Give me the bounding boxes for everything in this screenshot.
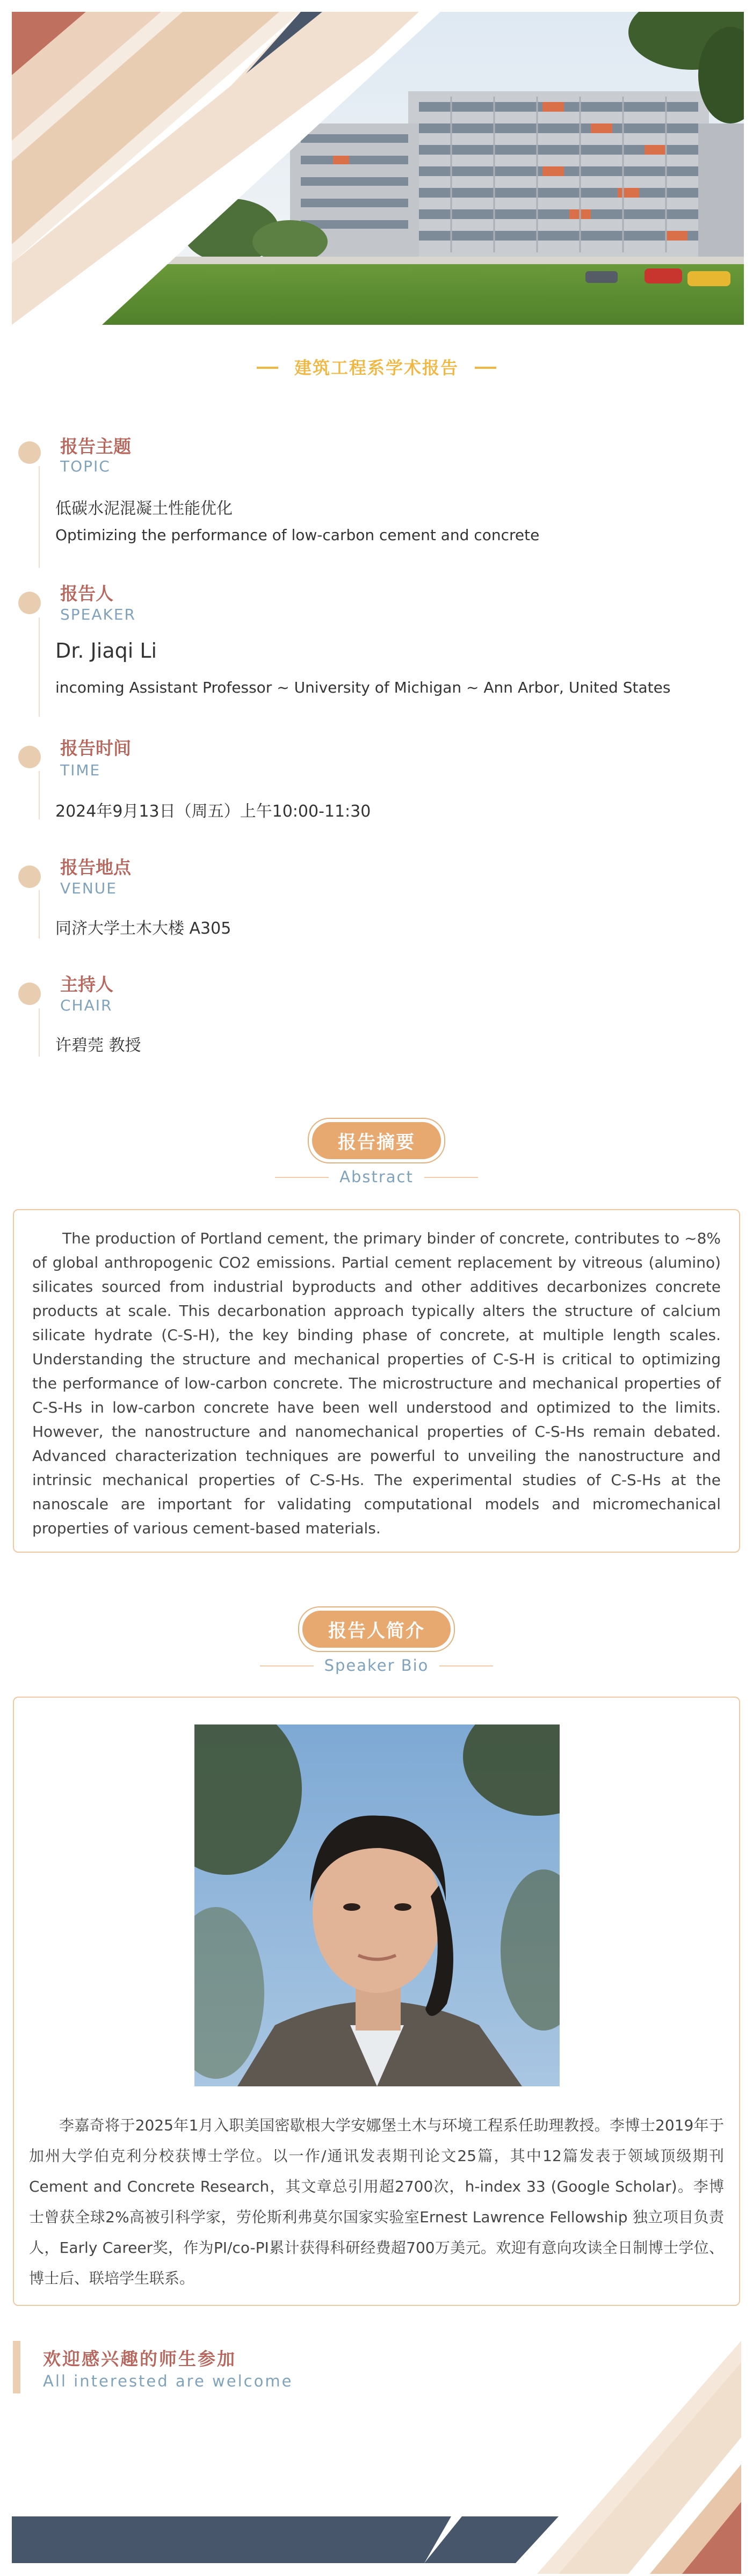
abstract-subtitle: Abstract bbox=[275, 1168, 478, 1186]
time-value: 2024年9月13日（周五）上午10:00-11:30 bbox=[55, 802, 371, 821]
hero-illustration bbox=[0, 0, 753, 333]
venue-label-en: VENUE bbox=[60, 879, 117, 897]
topic-bullet-icon bbox=[18, 441, 41, 464]
page-title: 建筑工程系学术报告 bbox=[257, 354, 496, 379]
bio-title: 报告人简介 bbox=[302, 1611, 451, 1648]
speaker-divider-line bbox=[39, 617, 40, 717]
venue-divider-line bbox=[39, 890, 40, 938]
chair-bullet-icon bbox=[18, 983, 41, 1005]
speaker-affiliation: incoming Assistant Professor ~ University of Michigan ~ Ann Arbor, United States bbox=[55, 679, 671, 696]
speaker-name: Dr. Jiaqi Li bbox=[55, 639, 157, 663]
abstract-title-pill bbox=[308, 1118, 445, 1163]
footer-decoration bbox=[0, 2341, 753, 2574]
speaker-bullet-icon bbox=[18, 592, 41, 614]
welcome-text-cn: 欢迎感兴趣的师生参加 bbox=[43, 2348, 236, 2369]
chair-value: 许碧莞 教授 bbox=[55, 1036, 141, 1055]
time-bullet-icon bbox=[18, 746, 41, 768]
main-title-wrap bbox=[0, 354, 753, 379]
venue-bullet-icon bbox=[18, 865, 41, 888]
speaker-label-en: SPEAKER bbox=[60, 606, 136, 623]
abstract-body: The production of Portland cement, the primary binder of concrete, contributes to ~8% of global anthropogenic CO2 emissions. Partial cement replacement by vitreous (alumino) silicates sourced from industrial byproducts and other additives decarbonizes concrete products at scale. This decarbonation approach typically alters the structure of calcium silicate hydrate (C-S-H), the key binding phase of concrete, at multiple length scales. Understanding the structure and mechanical properties of C-S-H is critical to optimizing the performance of low-carbon concrete. The microstructure and mechanical properties of C-S-Hs in low-carbon concrete have been well understood and optimized to the limits. However, the nanostructure and nanomechanical properties of C-S-Hs remain debated. Advanced characterization techniques are powerful to unveiling the nanostructure and intrinsic mechanical properties of C-S-Hs. The experimental studies of C-S-Hs at the nanoscale are important for validating computational models and micromechanical properties of various cement-based materials. bbox=[32, 1229, 721, 1537]
time-label-en: TIME bbox=[60, 761, 101, 779]
speaker-label: 报告人 bbox=[60, 583, 113, 604]
venue-value: 同济大学土木大楼 A305 bbox=[55, 919, 231, 938]
bio-section-header bbox=[0, 1606, 753, 1675]
topic-label: 报告主题 bbox=[60, 436, 131, 457]
topic-title-en: Optimizing the performance of low-carbon cement and concrete bbox=[55, 526, 540, 544]
abstract-title: 报告摘要 bbox=[312, 1122, 441, 1159]
bio-subtitle: Speaker Bio bbox=[260, 1656, 494, 1675]
topic-divider-line bbox=[39, 466, 40, 568]
chair-divider-line bbox=[39, 1008, 40, 1057]
topic-title-cn: 低碳水泥混凝土性能优化 bbox=[55, 499, 233, 518]
welcome-text-en: All interested are welcome bbox=[43, 2372, 293, 2390]
abstract-section-header bbox=[0, 1118, 753, 1186]
venue-label: 报告地点 bbox=[60, 857, 131, 878]
chair-label-en: CHAIR bbox=[60, 996, 113, 1014]
bio-title-pill bbox=[298, 1606, 455, 1652]
hero-banner bbox=[0, 0, 753, 333]
bio-body: 李嘉奇将于2025年1月入职美国密歇根大学安娜堡土木与环境工程系任助理教授。李博士2019年于加州大学伯克利分校获博士学位。以一作/通讯发表期刊论文25篇，其中12篇发表于领域顶级期刊Cement and Concrete Research，其文章总引用超2700次，h-index 33 (Google Scholar)。李博士曾获全球2%高被引科学家，劳伦斯利弗莫尔国家实验室Ernest Lawrence Fellowship 独立项目负责人，Early Career奖，作为PI/co-PI累计获得科研经费超700万美元。欢迎有意向攻读全日制博士学位、博士后、联培学生联系。 bbox=[29, 2116, 724, 2287]
abstract-card bbox=[13, 1209, 740, 1553]
speaker-photo bbox=[194, 1724, 560, 2086]
time-label: 报告时间 bbox=[60, 738, 131, 759]
time-divider-line bbox=[39, 771, 40, 819]
topic-label-en: TOPIC bbox=[60, 457, 111, 475]
chair-label: 主持人 bbox=[60, 974, 113, 995]
